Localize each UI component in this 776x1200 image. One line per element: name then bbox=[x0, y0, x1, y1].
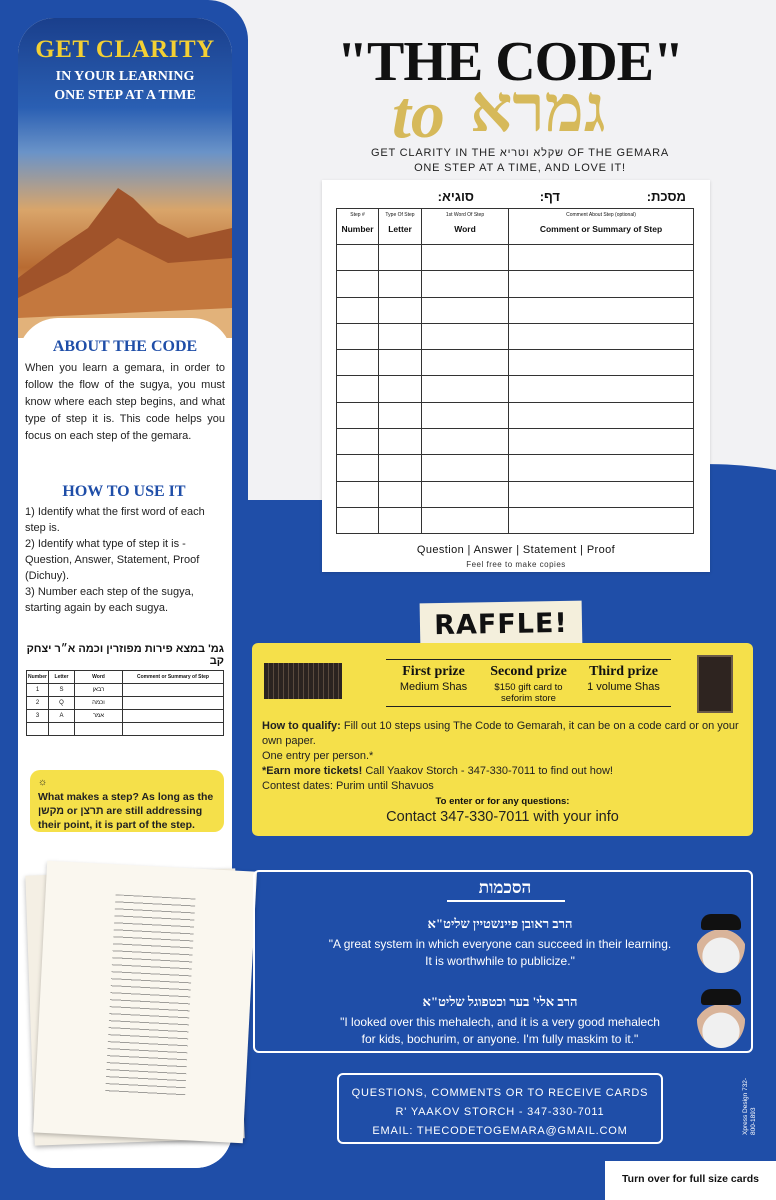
main-title: "THE CODE" bbox=[336, 31, 684, 93]
gemara-page-image-front bbox=[33, 861, 257, 1144]
turn-over-note: Turn over for full size cards bbox=[605, 1161, 776, 1200]
cell[interactable] bbox=[422, 429, 509, 455]
table-row bbox=[27, 710, 224, 723]
table-row bbox=[27, 684, 224, 697]
tagline-1: GET CLARITY IN THE שקלא וטריא OF THE GEMARA bbox=[370, 147, 670, 159]
table-row bbox=[337, 271, 694, 297]
how-step-2: 2) Identify what type of step it is - Question, Answer, Statement, Proof (Dichuy). bbox=[25, 538, 200, 582]
first-prize-desc: Medium Shas bbox=[399, 681, 468, 693]
example-cell: 3 bbox=[27, 710, 49, 723]
example-cell: 1 bbox=[27, 684, 49, 697]
shas-set-image bbox=[264, 663, 342, 699]
example-cell: וכמה bbox=[75, 697, 123, 710]
how-list bbox=[25, 504, 225, 616]
example-card bbox=[26, 643, 224, 739]
third-prize-title: Third prize bbox=[589, 664, 658, 679]
example-table bbox=[26, 670, 224, 736]
hero-subtitle bbox=[18, 67, 232, 105]
haskamos-box bbox=[253, 870, 753, 1053]
masechta-label: מסכת: bbox=[646, 189, 686, 204]
cell[interactable] bbox=[509, 376, 694, 402]
how-step-1: 1) Identify what the first word of each step is. bbox=[25, 506, 205, 534]
first-prize bbox=[386, 664, 481, 693]
cell[interactable] bbox=[379, 402, 422, 428]
example-header-number: Number bbox=[27, 671, 49, 684]
third-prize-desc: 1 volume Shas bbox=[587, 681, 660, 693]
cell[interactable] bbox=[337, 245, 379, 271]
cell[interactable] bbox=[379, 323, 422, 349]
cell[interactable] bbox=[509, 350, 694, 376]
second-prize-title: Second prize bbox=[490, 664, 567, 679]
gemara-text-lines bbox=[105, 894, 195, 1098]
rav1-quote-1: "A great system in which everyone can succeed in their learning. bbox=[328, 937, 672, 951]
table-row bbox=[337, 402, 694, 428]
table-row bbox=[337, 481, 694, 507]
contact-line-1: QUESTIONS, COMMENTS OR TO RECEIVE CARDS bbox=[351, 1087, 649, 1099]
header-number bbox=[337, 209, 379, 245]
tagline bbox=[340, 146, 700, 176]
contact-email[interactable]: EMAIL: THECODETOGEMARA@GMAIL.COM bbox=[372, 1125, 628, 1137]
second-prize bbox=[481, 664, 576, 704]
cell[interactable] bbox=[337, 297, 379, 323]
cell[interactable] bbox=[337, 429, 379, 455]
card-legend: Question | Answer | Statement | Proof bbox=[416, 544, 616, 556]
rav1-block bbox=[295, 916, 705, 970]
hero-subtitle-1: IN YOUR LEARNING bbox=[55, 69, 195, 84]
header-small: Step # bbox=[350, 212, 365, 218]
table-row bbox=[337, 297, 694, 323]
header-big: Letter bbox=[388, 224, 412, 234]
table-row bbox=[337, 350, 694, 376]
first-prize-title: First prize bbox=[402, 664, 465, 679]
hero-subtitle-2: ONE STEP AT A TIME bbox=[54, 88, 196, 103]
earn-line bbox=[262, 764, 747, 779]
header-small: Comment About Step (optional) bbox=[566, 212, 636, 218]
cell[interactable] bbox=[509, 402, 694, 428]
contest-dates: Contest dates: Purim until Shavuos bbox=[262, 780, 434, 792]
designer-credit: Xpress Design 732-800-1893 bbox=[742, 1077, 757, 1135]
table-row bbox=[337, 323, 694, 349]
example-cell: S bbox=[49, 684, 75, 697]
second-prize-desc: $150 gift card to seforim store bbox=[494, 682, 563, 704]
title-to: to bbox=[392, 76, 445, 152]
table-row bbox=[27, 723, 224, 736]
cell[interactable] bbox=[509, 271, 694, 297]
cell[interactable] bbox=[422, 271, 509, 297]
cell[interactable] bbox=[379, 245, 422, 271]
rav1-quote bbox=[295, 936, 705, 970]
cell[interactable] bbox=[337, 481, 379, 507]
example-header-word: Word bbox=[75, 671, 123, 684]
enter-line: To enter or for any questions: bbox=[435, 796, 570, 807]
cell[interactable] bbox=[422, 245, 509, 271]
table-row bbox=[27, 697, 224, 710]
cell[interactable] bbox=[422, 481, 509, 507]
cell[interactable] bbox=[337, 271, 379, 297]
tip-box bbox=[30, 770, 224, 832]
haskamos-underline bbox=[447, 900, 565, 902]
cell[interactable] bbox=[509, 245, 694, 271]
cell[interactable] bbox=[509, 297, 694, 323]
rav2-block bbox=[295, 994, 705, 1048]
mountain-shape bbox=[18, 168, 232, 338]
cell[interactable] bbox=[422, 323, 509, 349]
header-big: Number bbox=[341, 224, 374, 234]
example-cell: רבאן bbox=[75, 684, 123, 697]
header-big: Comment or Summary of Step bbox=[539, 224, 663, 234]
cell[interactable] bbox=[337, 507, 379, 533]
tip-text: What makes a step? As long as the מקשן or תרצן are still addressing their point, it is part of the step. bbox=[38, 791, 214, 831]
cell[interactable] bbox=[379, 455, 422, 481]
earn-label: *Earn more tickets! bbox=[262, 765, 363, 777]
rav2-hat bbox=[701, 989, 741, 1005]
qualify-label: How to qualify: bbox=[262, 720, 341, 732]
cell[interactable] bbox=[422, 297, 509, 323]
cell[interactable] bbox=[509, 455, 694, 481]
header-comment bbox=[509, 209, 694, 245]
cell[interactable] bbox=[509, 429, 694, 455]
cell[interactable] bbox=[379, 481, 422, 507]
contact-box bbox=[337, 1073, 663, 1144]
about-heading: ABOUT THE CODE bbox=[52, 338, 198, 355]
raffle-box bbox=[252, 643, 753, 836]
rav2-quote-1: "I looked over this mehalech, and it is a very good mehalech bbox=[340, 1015, 660, 1029]
cell[interactable] bbox=[379, 297, 422, 323]
cell[interactable] bbox=[422, 455, 509, 481]
example-cell bbox=[123, 684, 224, 697]
earn-text: Call Yaakov Storch - 347-330-7011 to find out how! bbox=[365, 765, 613, 777]
code-card bbox=[322, 180, 710, 572]
example-cell: אמר bbox=[75, 710, 123, 723]
example-header-letter: Letter bbox=[49, 671, 75, 684]
header-small: 1st Word Of Step bbox=[445, 212, 485, 218]
qualify-line bbox=[262, 719, 747, 749]
rav2-name: הרב אלי' בער וכטפוגל שליט"א bbox=[422, 994, 578, 1009]
cell[interactable] bbox=[337, 350, 379, 376]
example-cell bbox=[123, 697, 224, 710]
cell[interactable] bbox=[337, 402, 379, 428]
cell[interactable] bbox=[379, 271, 422, 297]
header-letter bbox=[379, 209, 422, 245]
title-hebrew: גמרא bbox=[470, 73, 606, 146]
one-entry: One entry per person.* bbox=[262, 750, 374, 762]
haskamos-title: הסכמות bbox=[478, 878, 532, 897]
raffle-contact: Contact 347-330-7011 with your info bbox=[386, 809, 619, 825]
qualify-text: Fill out 10 steps using The Code to Gemarah, it can be on a code card or on your own paper. bbox=[262, 720, 739, 747]
cell[interactable] bbox=[379, 376, 422, 402]
example-card-heading: גמ' במצא פירות מפוזרין וכמה א״ר יצחק קב bbox=[26, 643, 224, 667]
copy-note: Feel free to make copies bbox=[466, 560, 566, 569]
cell[interactable] bbox=[337, 455, 379, 481]
hero-title: GET CLARITY bbox=[35, 36, 215, 63]
rav2-quote-2: for kids, bochurim, or anyone. I'm fully maskim to it." bbox=[361, 1032, 639, 1046]
cell[interactable] bbox=[509, 323, 694, 349]
code-table bbox=[336, 208, 694, 534]
cell[interactable] bbox=[337, 376, 379, 402]
example-cell: Q bbox=[49, 697, 75, 710]
example-cell: A bbox=[49, 710, 75, 723]
mountain-image bbox=[18, 18, 232, 338]
cell[interactable] bbox=[422, 402, 509, 428]
raffle-details bbox=[262, 719, 747, 794]
cell[interactable] bbox=[509, 481, 694, 507]
rav1-quote-2: It is worthwhile to publicize." bbox=[425, 954, 575, 968]
cell[interactable] bbox=[422, 350, 509, 376]
table-row bbox=[337, 376, 694, 402]
daf-label: דף: bbox=[539, 189, 560, 204]
tagline-2: ONE STEP AT A TIME, AND LOVE IT! bbox=[414, 162, 626, 174]
about-text: When you learn a gemara, in order to follow the flow of the sugya, you must know where each step begins, and what type of step it is. This code helps you focus on each step of the gemara. bbox=[25, 362, 225, 442]
prize-list bbox=[386, 659, 671, 707]
cell[interactable] bbox=[337, 323, 379, 349]
header-small: Type Of Step bbox=[385, 212, 415, 218]
lightbulb-icon: ☼ bbox=[38, 777, 48, 788]
raffle-label: RAFFLE! bbox=[420, 601, 583, 650]
third-prize bbox=[576, 664, 671, 693]
table-row bbox=[337, 245, 694, 271]
how-heading: HOW TO USE IT bbox=[62, 483, 186, 500]
cell[interactable] bbox=[422, 376, 509, 402]
cell[interactable] bbox=[509, 507, 694, 533]
table-row bbox=[337, 507, 694, 533]
sugya-label: סוגיא: bbox=[437, 189, 474, 204]
rav1-hat bbox=[701, 914, 741, 930]
cell[interactable] bbox=[379, 429, 422, 455]
table-row bbox=[337, 429, 694, 455]
header-word bbox=[422, 209, 509, 245]
rav2-quote bbox=[295, 1014, 705, 1048]
contact-line-2: R' YAAKOV STORCH - 347-330-7011 bbox=[395, 1106, 605, 1118]
header-big: Word bbox=[454, 224, 476, 234]
rav1-name: הרב ראובן פיינשטיין שליט"א bbox=[427, 916, 573, 931]
how-step-3: 3) Number each step of the sugya, starting again by each sugya. bbox=[25, 586, 194, 614]
example-header-comment: Comment or Summary of Step bbox=[123, 671, 224, 684]
cell[interactable] bbox=[379, 350, 422, 376]
example-cell: 2 bbox=[27, 697, 49, 710]
volume-image bbox=[697, 655, 733, 713]
table-row bbox=[337, 455, 694, 481]
cell[interactable] bbox=[422, 507, 509, 533]
example-cell bbox=[123, 710, 224, 723]
cell[interactable] bbox=[379, 507, 422, 533]
